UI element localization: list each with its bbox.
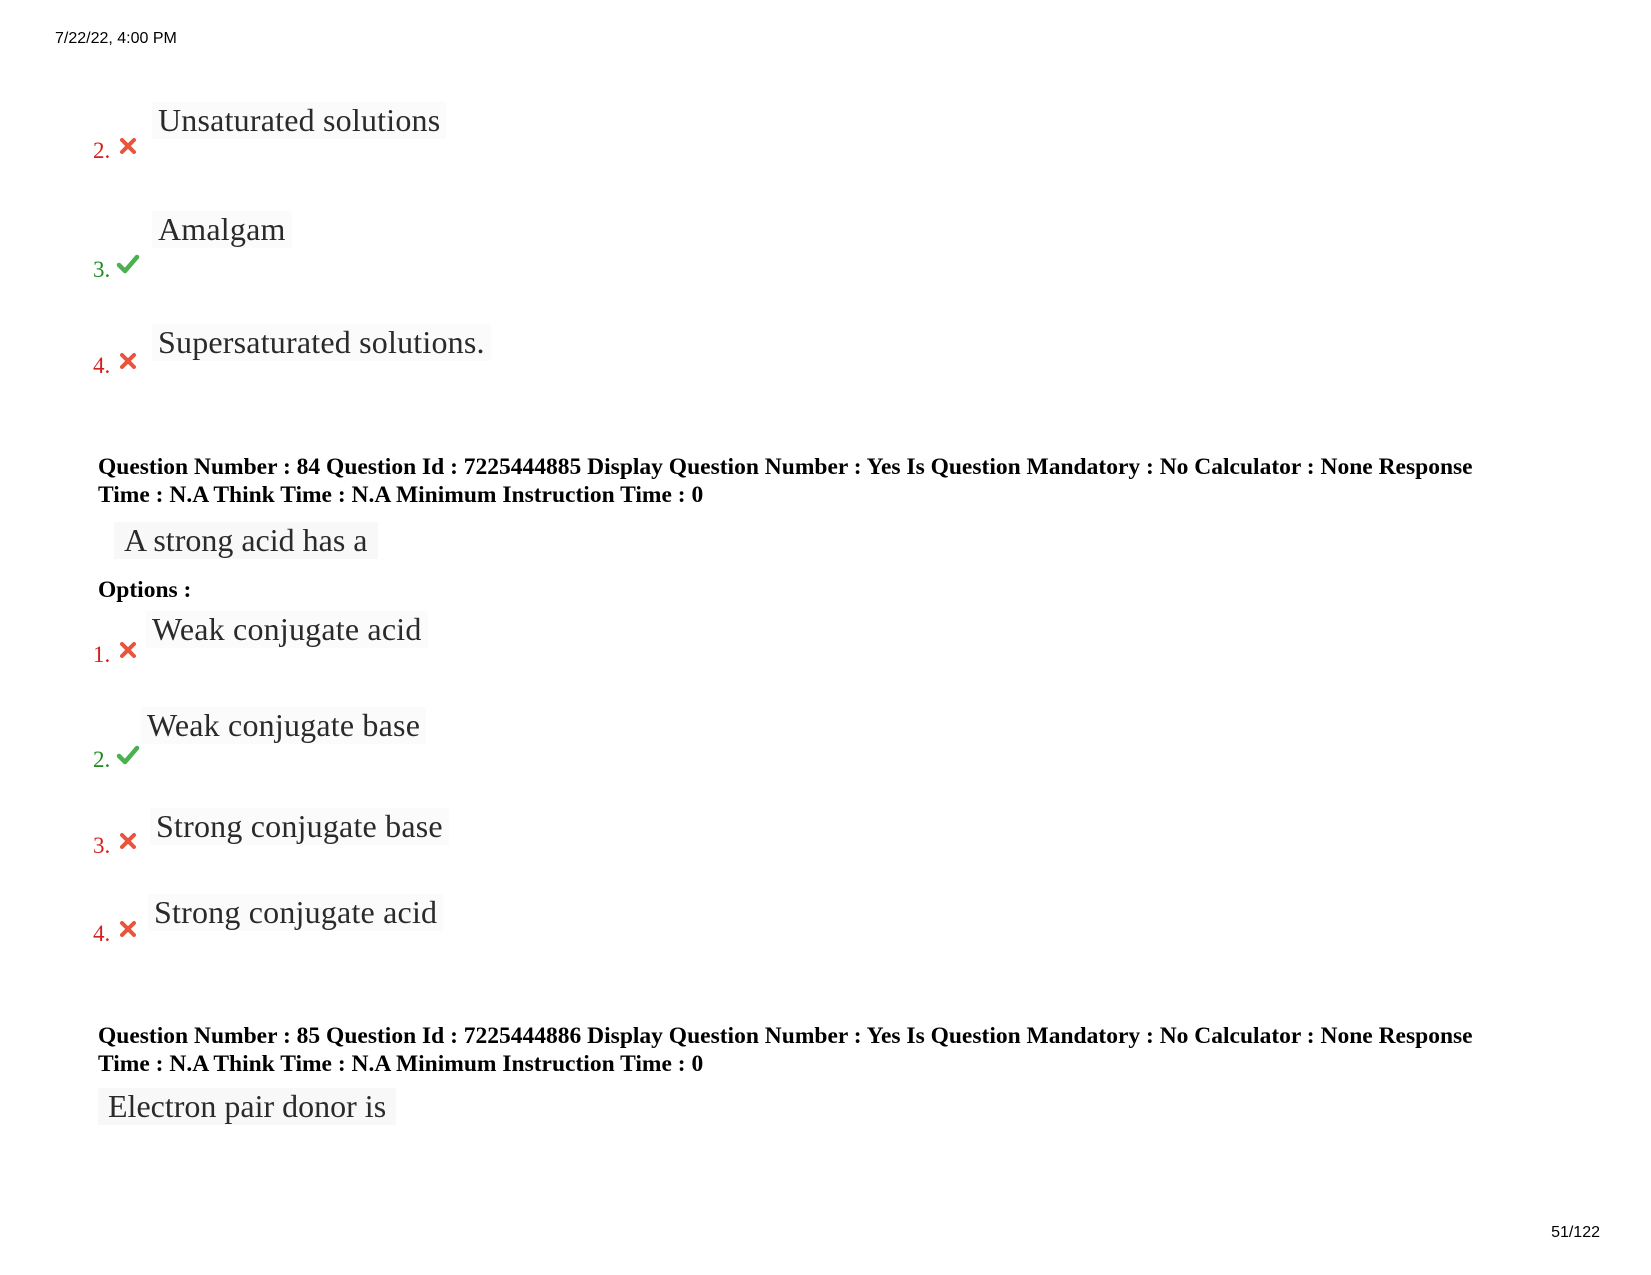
question-meta-line: Time : N.A Think Time : N.A Minimum Instruction Time : 0 — [98, 482, 704, 508]
option-text: Unsaturated solutions — [152, 102, 446, 139]
correct-check-icon — [116, 743, 140, 767]
question-84-metadata — [98, 453, 1578, 509]
question-meta-line: Question Number : 84 Question Id : 7225444885 Display Question Number : Yes Is Question Mandatory : No Calculator : None Response — [98, 454, 1473, 480]
question-85-stem: Electron pair donor is — [98, 1088, 396, 1125]
option-text: Supersaturated solutions. — [152, 324, 491, 361]
question-meta-line: Time : N.A Think Time : N.A Minimum Instruction Time : 0 — [98, 1051, 704, 1077]
option-number: 3. — [93, 257, 111, 282]
print-timestamp: 7/22/22, 4:00 PM — [55, 30, 177, 47]
wrong-cross-icon — [116, 829, 140, 853]
option-number: 1. — [93, 642, 111, 667]
correct-check-icon — [116, 252, 140, 276]
question-84-stem: A strong acid has a — [114, 522, 378, 559]
question-85-metadata — [98, 1022, 1578, 1078]
wrong-cross-icon — [116, 917, 140, 941]
wrong-cross-icon — [116, 349, 140, 373]
option-text: Strong conjugate base — [150, 808, 449, 845]
option-number: 4. — [93, 353, 111, 378]
option-text: Weak conjugate base — [141, 707, 426, 744]
question-meta-line: Question Number : 85 Question Id : 7225444886 Display Question Number : Yes Is Question Mandatory : No Calculator : None Response — [98, 1023, 1473, 1049]
option-number: 4. — [93, 921, 111, 946]
wrong-cross-icon — [116, 134, 140, 158]
option-number: 3. — [93, 833, 111, 858]
option-text: Weak conjugate acid — [146, 611, 428, 648]
wrong-cross-icon — [116, 638, 140, 662]
options-label: Options : — [98, 577, 192, 603]
option-text: Amalgam — [152, 211, 292, 248]
option-number: 2. — [93, 747, 111, 772]
page-number: 51/122 — [1551, 1224, 1600, 1241]
option-text: Strong conjugate acid — [148, 894, 443, 931]
option-number: 2. — [93, 138, 111, 163]
